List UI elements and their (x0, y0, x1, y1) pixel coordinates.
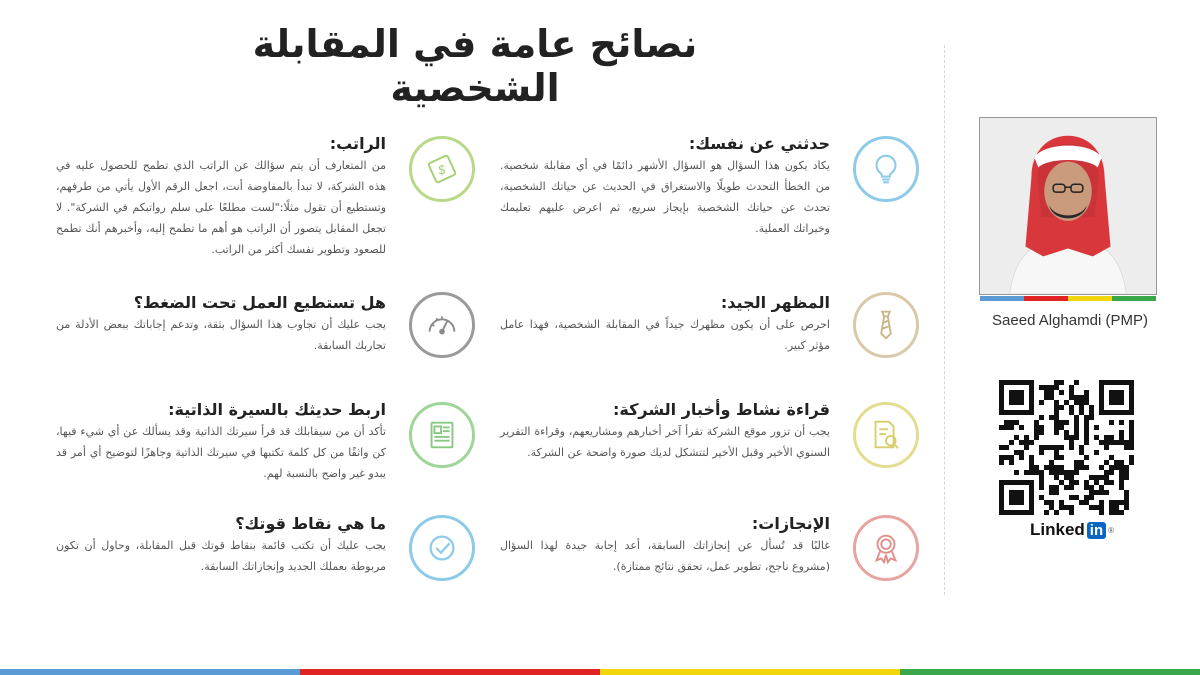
tip-heading: اربط حديثك بالسيرة الذاتية: (168, 400, 386, 419)
tie-icon (853, 292, 919, 358)
linkedin-word: Linked (1030, 520, 1085, 539)
lightbulb-icon (853, 136, 919, 202)
tip-salary (56, 134, 386, 260)
tip-body: غالبًا قد تُسأل عن إنجازاتك السابقة، أعد إجابة جيدة لهذا السؤال (مشروع ناجح، تطوير عمل، تحقق نتائج ممتازة). (500, 539, 830, 573)
linkedin-in-badge: in (1087, 522, 1106, 539)
resume-icon (409, 402, 475, 468)
tip-body: احرص على أن يكون مظهرك جيداً في المقابلة الشخصية، فهذا عامل مؤثر كبير. (500, 318, 830, 352)
tip-heading: ما هي نقاط قوتك؟ (235, 514, 386, 533)
document-search-icon (853, 402, 919, 468)
tip-body: يجب أن تزور موقع الشركة تقرأ آخر أخبارهم ومشاريعهم، وقراءة التقرير السنوي الأخير وقبل الأخير لتتشكل لديك صورة واضحة عن الشركة. (500, 425, 830, 459)
profile-photo (979, 117, 1157, 295)
tip-body: يكاد يكون هذا السؤال هو السؤال الأشهر دائمًا في أي مقابلة شخصية. من الخطأ التحدث طويلًا والاستغراق في الحديث عن حياتك الشخصية، تحدث عن حياتك الشخصية بإيجاز سريع، ثم اعرض عليهم تعليمك وخبراتك العملية. (500, 159, 830, 235)
tip-heading: الراتب: (329, 134, 386, 153)
tip-company-news (500, 400, 830, 463)
checkmark-icon (409, 515, 475, 581)
page-title: نصائح عامة في المقابلة الشخصية (252, 22, 698, 110)
tip-body: يجب عليك أن تكتب قائمة بنقاط قوتك قبل المقابلة، وحاول أن تكون مربوطة بعملك الجديد وإنجازاتك السابقة. (56, 539, 386, 573)
qr-code[interactable] (999, 380, 1134, 515)
column-divider (944, 45, 945, 595)
linkedin-registered-mark: ® (1108, 525, 1115, 535)
tip-body: تأكد أن من سيقابلك قد قرأ سيرتك الذاتية وقد يسألك عن أي شيء فيها، كن واثقًا من كل كلمة تكتبها في سيرتك الذاتية وجاهزًا لتوضيح أي أمر قد يبدو غير واضح بالنسبة لهم. (56, 425, 386, 480)
profile-name: Saeed Alghamdi (PMP) (992, 312, 1148, 329)
svg-text:$: $ (437, 162, 447, 178)
award-ribbon-icon (853, 515, 919, 581)
tip-heading: قراءة نشاط وأخبار الشركة: (612, 400, 830, 419)
tip-achievements (500, 514, 830, 577)
tip-appearance (500, 293, 830, 356)
bottom-color-bar (0, 669, 1200, 675)
speedometer-icon (409, 292, 475, 358)
tip-body: يجب عليك أن تجاوب هذا السؤال بثقة، وتدعم إجاباتك ببعض الأدلة من تجاربك السابقة. (56, 318, 386, 352)
tip-heading: هل تستطيع العمل تحت الضغط؟ (133, 293, 386, 312)
tip-tell-about-yourself (500, 134, 830, 239)
tip-heading: الإنجازات: (751, 514, 830, 533)
tip-link-to-cv (56, 400, 386, 484)
tip-strengths (56, 514, 386, 577)
money-icon (409, 136, 475, 202)
tip-work-under-pressure (56, 293, 386, 356)
profile-color-stripe (980, 296, 1156, 301)
tip-body: من المتعارف أن يتم سؤالك عن الراتب الذي تطمح للحصول عليه في هذه الشركة، لا تبدأ بالمفاوضة أنت، اجعل الرقم الأول يأتي من طرفهم، وتستطيع أن تقول مثلًا:"لست مطلعًا على سلم رواتبكم في الشركة". لا تجعل المقابل يتصور أن الراتب هو أهم ما تطمح إليه، وأخبرهم أنك تطمح للصعود وتطوير نفسك أكثر من الراتب. (56, 159, 386, 256)
linkedin-logo[interactable] (1030, 519, 1114, 541)
tip-heading: المظهر الجيد: (720, 293, 830, 312)
tip-heading: حدثني عن نفسك: (688, 134, 830, 153)
